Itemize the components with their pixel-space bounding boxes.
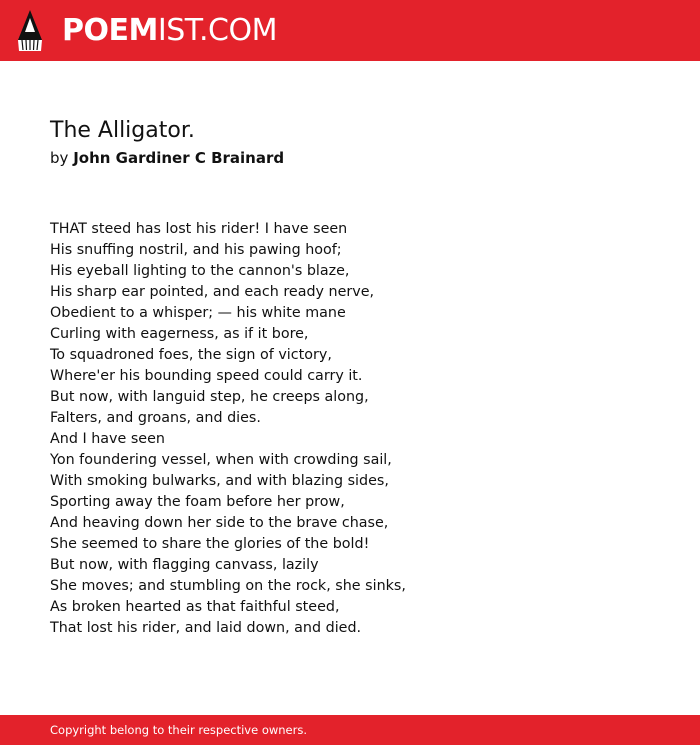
poem-line: THAT steed has lost his rider! I have seen (50, 221, 348, 237)
pencil-icon[interactable] (17, 10, 43, 52)
poem-line: To squadroned foes, the sign of victory, (50, 347, 332, 363)
poem-line: His eyeball lighting to the cannon's blaze, (50, 263, 350, 279)
poem-line: Sporting away the foam before her prow, (50, 494, 345, 510)
poem-line: And I have seen (50, 431, 165, 447)
poem-line: With smoking bulwarks, and with blazing sides, (50, 473, 389, 489)
poem-line: His snuffing nostril, and his pawing hoof; (50, 242, 342, 258)
site-header (0, 0, 700, 61)
poem-line: She seemed to share the glories of the bold! (50, 536, 370, 552)
poem-line: Yon foundering vessel, when with crowding sail, (50, 452, 392, 468)
site-footer (0, 715, 700, 745)
author-link[interactable]: John Gardiner C Brainard (73, 149, 285, 167)
poem-line: That lost his rider, and laid down, and died. (50, 620, 362, 636)
poem-title: The Alligator. (50, 118, 195, 143)
logo-light-text: IST.COM (157, 13, 277, 48)
site-logo-link[interactable] (62, 13, 277, 49)
poem-line: Curling with eagerness, as if it bore, (50, 326, 309, 342)
byline (50, 146, 650, 170)
poem-line: His sharp ear pointed, and each ready nerve, (50, 284, 375, 300)
poem-line: Falters, and groans, and dies. (50, 410, 261, 426)
poem-body (50, 219, 650, 639)
poem-line: She moves; and stumbling on the rock, she sinks, (50, 578, 406, 594)
logo-bold-text: POEM (62, 13, 158, 48)
poem-line: But now, with flagging canvass, lazily (50, 557, 319, 573)
copyright-text: Copyright belong to their respective owners. (50, 723, 308, 737)
poem-line: As broken hearted as that faithful steed, (50, 599, 340, 615)
poem-heading (50, 116, 650, 170)
poem-line: Where'er his bounding speed could carry it. (50, 368, 363, 384)
by-label: by (50, 149, 69, 167)
poem-line: But now, with languid step, he creeps along, (50, 389, 369, 405)
poem-line: Obedient to a whisper; — his white mane (50, 305, 346, 321)
poem-line: And heaving down her side to the brave chase, (50, 515, 389, 531)
